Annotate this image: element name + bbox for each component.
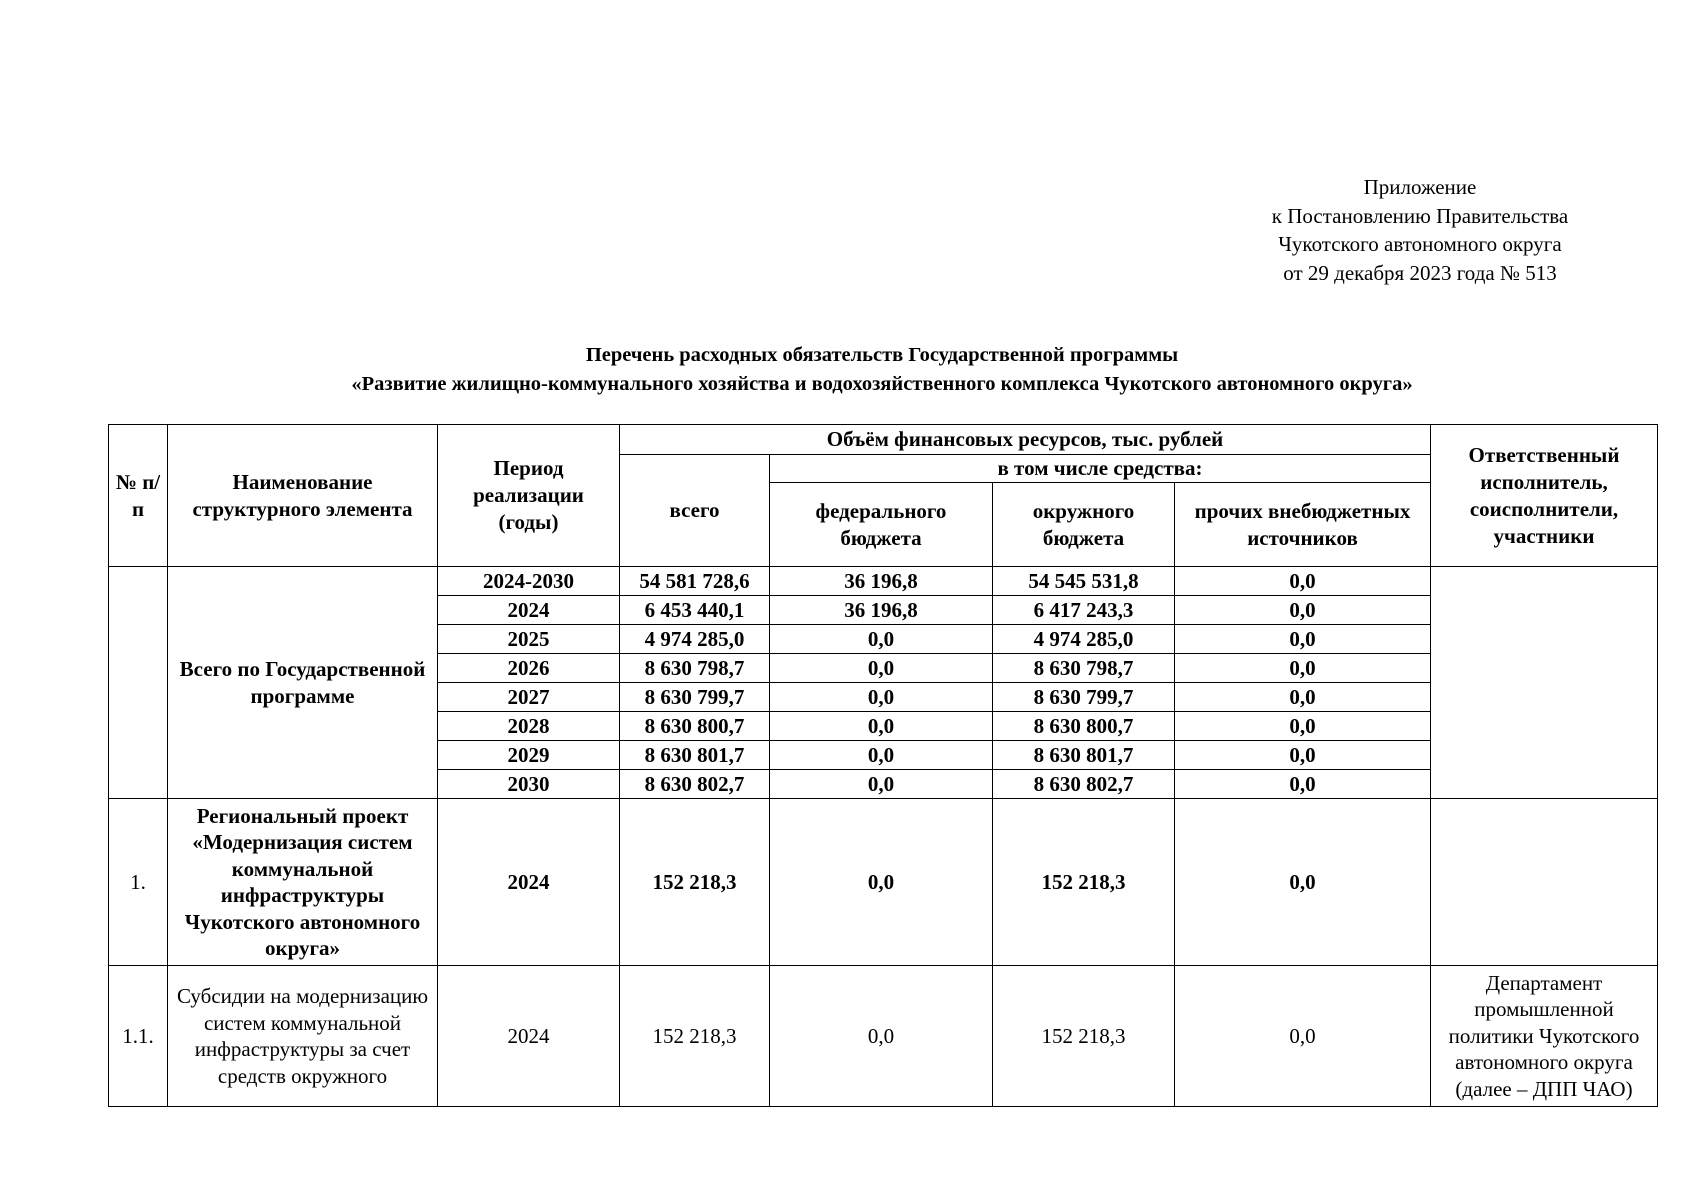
federal-cell: 0,0 — [770, 712, 993, 741]
other-cell: 0,0 — [1175, 625, 1431, 654]
appendix-line-4: от 29 декабря 2023 года № 513 — [1283, 260, 1557, 285]
header-other: прочих внебюджетных источников — [1175, 483, 1431, 567]
subsidy-period: 2024 — [438, 966, 620, 1107]
other-cell: 0,0 — [1175, 712, 1431, 741]
district-cell: 8 630 798,7 — [993, 654, 1175, 683]
period-cell: 2025 — [438, 625, 620, 654]
table-row-subsidy — [109, 966, 1658, 1107]
header-name: Наименование структурного элемента — [168, 425, 438, 567]
period-cell: 2030 — [438, 770, 620, 799]
document-title — [108, 341, 1656, 398]
period-cell: 2024-2030 — [438, 567, 620, 596]
total-cell: 8 630 799,7 — [620, 683, 770, 712]
federal-cell: 0,0 — [770, 770, 993, 799]
obligations-table — [108, 424, 1658, 1107]
period-cell: 2028 — [438, 712, 620, 741]
subsidy-total: 152 218,3 — [620, 966, 770, 1107]
total-cell: 4 974 285,0 — [620, 625, 770, 654]
subsidy-name: Субсидии на модернизацию систем коммунальной инфраструктуры за счет средств окружного — [168, 966, 438, 1107]
period-cell: 2026 — [438, 654, 620, 683]
total-cell: 8 630 800,7 — [620, 712, 770, 741]
federal-cell: 0,0 — [770, 654, 993, 683]
district-cell: 8 630 800,7 — [993, 712, 1175, 741]
other-cell: 0,0 — [1175, 741, 1431, 770]
document-title-line-2: «Развитие жилищно-коммунального хозяйства и водохозяйственного комплекса Чукотского автономного округа» — [351, 372, 1413, 395]
subsidy-district: 152 218,3 — [993, 966, 1175, 1107]
period-cell: 2029 — [438, 741, 620, 770]
header-period: Период реализации (годы) — [438, 425, 620, 567]
document-title-line-1: Перечень расходных обязательств Государственной программы — [585, 344, 1179, 366]
federal-cell: 0,0 — [770, 683, 993, 712]
subsidy-federal: 0,0 — [770, 966, 993, 1107]
header-including: в том числе средства: — [770, 455, 1431, 483]
project-district: 152 218,3 — [993, 799, 1175, 966]
program-total-name: Всего по Государственной программе — [168, 567, 438, 799]
subsidy-num: 1.1. — [109, 966, 168, 1107]
program-total-executor — [1431, 567, 1658, 799]
project-total: 152 218,3 — [620, 799, 770, 966]
period-cell: 2027 — [438, 683, 620, 712]
federal-cell: 0,0 — [770, 625, 993, 654]
district-cell: 8 630 799,7 — [993, 683, 1175, 712]
project-federal: 0,0 — [770, 799, 993, 966]
total-cell: 6 453 440,1 — [620, 596, 770, 625]
header-total: всего — [620, 455, 770, 567]
appendix-block — [1220, 173, 1620, 287]
other-cell: 0,0 — [1175, 770, 1431, 799]
other-cell: 0,0 — [1175, 683, 1431, 712]
total-cell: 8 630 802,7 — [620, 770, 770, 799]
other-cell: 0,0 — [1175, 654, 1431, 683]
header-executor: Ответственный исполнитель, соисполнители, участники — [1431, 425, 1658, 567]
appendix-line-3: Чукотского автономного округа — [1278, 232, 1562, 256]
total-cell: 54 581 728,6 — [620, 567, 770, 596]
table-row — [109, 567, 1658, 596]
appendix-line-1: Приложение — [1363, 175, 1477, 199]
federal-cell: 0,0 — [770, 741, 993, 770]
subsidy-other: 0,0 — [1175, 966, 1431, 1107]
project-num: 1. — [109, 799, 168, 966]
district-cell: 8 630 802,7 — [993, 770, 1175, 799]
header-volume: Объём финансовых ресурсов, тыс. рублей — [620, 425, 1431, 455]
period-cell: 2024 — [438, 596, 620, 625]
district-cell: 6 417 243,3 — [993, 596, 1175, 625]
header-num: № п/п — [109, 425, 168, 567]
district-cell: 4 974 285,0 — [993, 625, 1175, 654]
federal-cell: 36 196,8 — [770, 567, 993, 596]
district-cell: 54 545 531,8 — [993, 567, 1175, 596]
federal-cell: 36 196,8 — [770, 596, 993, 625]
program-total-num — [109, 567, 168, 799]
district-cell: 8 630 801,7 — [993, 741, 1175, 770]
appendix-line-2: к Постановлению Правительства — [1271, 203, 1569, 228]
total-cell: 8 630 801,7 — [620, 741, 770, 770]
other-cell: 0,0 — [1175, 567, 1431, 596]
project-executor — [1431, 799, 1658, 966]
other-cell: 0,0 — [1175, 596, 1431, 625]
total-cell: 8 630 798,7 — [620, 654, 770, 683]
header-district: окружного бюджета — [993, 483, 1175, 567]
header-federal: федерального бюджета — [770, 483, 993, 567]
project-other: 0,0 — [1175, 799, 1431, 966]
project-period: 2024 — [438, 799, 620, 966]
table-row-project — [109, 799, 1658, 966]
project-name: Региональный проект «Модернизация систем коммунальной инфраструктуры Чукотского автономного округа» — [168, 799, 438, 966]
subsidy-executor: Департамент промышленной политики Чукотского автономного округа (далее – ДПП ЧАО) — [1431, 966, 1658, 1107]
